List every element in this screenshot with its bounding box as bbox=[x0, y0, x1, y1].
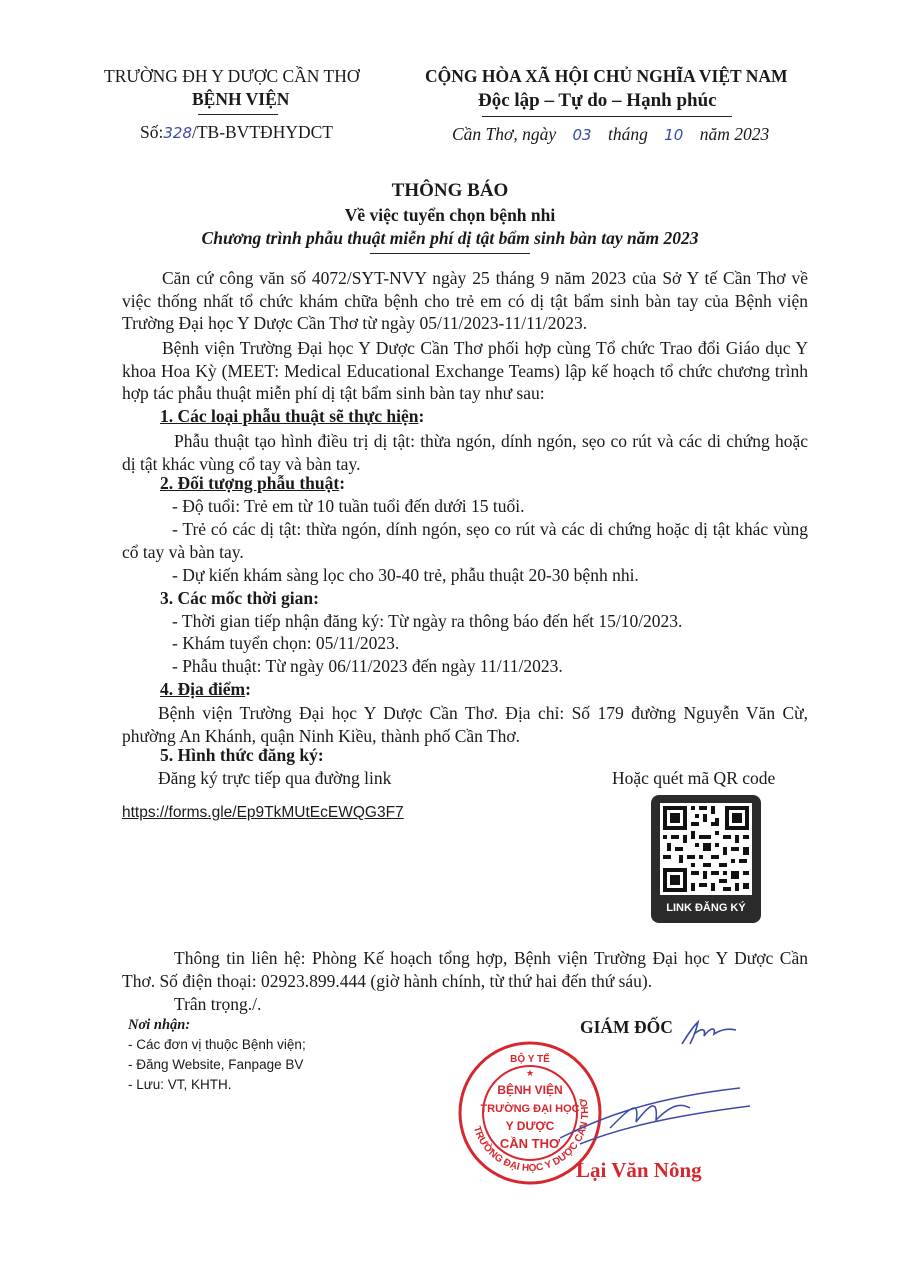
doc-number bbox=[140, 122, 333, 143]
section-2-title: 2. Đối tượng phẫu thuật: bbox=[160, 473, 346, 493]
section-2-item-1: - Độ tuổi: Trẻ em từ 10 tuần tuổi đến dưới 15 tuổi. bbox=[172, 496, 525, 516]
recipient-item: - Đăng Website, Fanpage BV bbox=[128, 1057, 304, 1072]
recipient-item: - Các đơn vị thuộc Bệnh viện; bbox=[128, 1037, 306, 1052]
date-month-label: tháng bbox=[607, 124, 648, 144]
registration-link-label: Đăng ký trực tiếp qua đường link bbox=[158, 768, 392, 788]
section-2-item-2: - Trẻ có các dị tật: thừa ngón, dính ngón, sẹo co rút và các di chứng hoặc dị tật khác vùng cổ tay và bàn tay. bbox=[122, 519, 808, 562]
signer-role: GIÁM ĐỐC bbox=[580, 1017, 673, 1037]
section-1-title: 1. Các loại phẫu thuật sẽ thực hiện: bbox=[160, 406, 425, 426]
recipient-item: - Lưu: VT, KHTH. bbox=[128, 1077, 232, 1092]
date-day: 03 bbox=[572, 126, 592, 144]
intro-paragraph-2: Bệnh viện Trường Đại học Y Dược Cần Thơ phối hợp cùng Tổ chức Trao đổi Giáo dục Y khoa Hoa Kỳ (MEET: Medical Educational Exchange Teams) lập kế hoạch tổ chức chương trình hợp tác phẫu thuật miễn phí dị tật bẩm sinh bàn tay như sau: bbox=[122, 338, 808, 403]
notice-subtitle-1: Về việc tuyển chọn bệnh nhi bbox=[344, 205, 556, 225]
section-3-item-3: - Phẫu thuật: Từ ngày 06/11/2023 đến ngày 11/11/2023. bbox=[172, 656, 563, 676]
country-title: CỘNG HÒA XÃ HỘI CHỦ NGHĨA VIỆT NAM bbox=[425, 66, 788, 86]
stamp-line-2: TRƯỜNG ĐẠI HỌC bbox=[480, 1103, 580, 1115]
title-rule bbox=[370, 253, 530, 254]
section-1-text: Phẫu thuật tạo hình điều trị dị tật: thừa ngón, dính ngón, sẹo co rút và các di chứng hoặc dị tật khác vùng cổ tay và bàn tay. bbox=[122, 431, 808, 474]
doc-number-handwritten: 328 bbox=[163, 124, 192, 142]
section-1-title-text: 1. Các loại phẫu thuật sẽ thực hiện bbox=[160, 406, 419, 426]
doc-number-suffix: /TB-BVTĐHYDCT bbox=[192, 122, 333, 142]
handwritten-signature bbox=[540, 1068, 780, 1158]
doc-number-prefix: Số: bbox=[140, 122, 164, 142]
notice-title: THÔNG BÁO bbox=[391, 180, 509, 201]
date-year: năm 2023 bbox=[699, 124, 770, 144]
stamp-line-4: CẦN THƠ bbox=[499, 1136, 561, 1151]
section-2-item-3: - Dự kiến khám sàng lọc cho 30-40 trẻ, phẫu thuật 20-30 bệnh nhi. bbox=[172, 565, 639, 585]
qr-code-card[interactable] bbox=[651, 795, 761, 923]
signer-name: Lại Văn Nông bbox=[576, 1158, 702, 1182]
notice-subtitle-2: Chương trình phẫu thuật miễn phí dị tật bẩm sinh bàn tay năm 2023 bbox=[201, 228, 699, 248]
closing-text: Trân trọng./. bbox=[174, 994, 262, 1014]
qr-code[interactable] bbox=[651, 795, 761, 899]
stamp-ring-text: TRƯỜNG ĐẠI HỌC Y DƯỢC CẦN THƠ bbox=[470, 1097, 592, 1175]
recipients-title: Nơi nhận: bbox=[128, 1017, 191, 1033]
date-prefix: Cần Thơ, ngày bbox=[452, 124, 557, 144]
issue-date bbox=[452, 124, 769, 145]
section-4-title: 4. Địa điểm: bbox=[160, 679, 251, 699]
section-3-item-2: - Khám tuyển chọn: 05/11/2023. bbox=[172, 633, 400, 653]
motto-rule bbox=[482, 116, 732, 117]
stamp-line-1: BỆNH VIỆN bbox=[497, 1083, 563, 1097]
section-5-title: 5. Hình thức đăng ký: bbox=[160, 745, 324, 765]
stamp-line-3: Y DƯỢC bbox=[505, 1119, 555, 1133]
date-month: 10 bbox=[664, 126, 684, 144]
qr-code-caption: LINK ĐĂNG KÝ bbox=[666, 902, 746, 914]
intro-paragraph-1: Căn cứ công văn số 4072/SYT-NVY ngày 25 tháng 9 năm 2023 của Sở Y tế Cần Thơ về việc thống nhất tổ chức khám chữa bệnh cho trẻ em có dị tật bẩm sinh bàn tay của Bệnh viện Trường Đại học Y Dược Cần Thơ từ ngày 05/11/2023-11/11/2023. bbox=[122, 268, 808, 333]
section-4-title-text: 4. Địa điểm bbox=[160, 679, 246, 699]
header-left-rule bbox=[198, 114, 278, 115]
header-org-line2: BỆNH VIỆN bbox=[192, 89, 290, 109]
initials-signature bbox=[676, 1014, 756, 1050]
section-2-title-text: 2. Đối tượng phẫu thuật bbox=[160, 473, 340, 493]
country-motto: Độc lập – Tự do – Hạnh phúc bbox=[478, 90, 717, 111]
qr-code-label: Hoặc quét mã QR code bbox=[612, 768, 776, 788]
contact-info: Thông tin liên hệ: Phòng Kế hoạch tổng hợp, Bệnh viện Trường Đại học Y Dược Cần Thơ. Số điện thoại: 02923.899.444 (giờ hành chính, từ thứ hai đến thứ sáu). bbox=[122, 948, 808, 991]
section-3-item-1: - Thời gian tiếp nhận đăng ký: Từ ngày ra thông báo đến hết 15/10/2023. bbox=[172, 611, 683, 631]
stamp-top-text: BỘ Y TẾ bbox=[510, 1054, 550, 1065]
section-3-title: 3. Các mốc thời gian: bbox=[160, 588, 319, 608]
section-4-text: Bệnh viện Trường Đại học Y Dược Cần Thơ. Địa chỉ: Số 179 đường Nguyễn Văn Cừ, phường An Khánh, quận Ninh Kiều, thành phố Cần Thơ. bbox=[122, 703, 808, 746]
registration-link[interactable]: https://forms.gle/Ep9TkMUtEcEWQG3F7 bbox=[122, 804, 404, 821]
stamp-star-icon: ★ bbox=[525, 1068, 535, 1078]
header-org-line1: TRƯỜNG ĐH Y DƯỢC CẦN THƠ bbox=[104, 66, 360, 86]
